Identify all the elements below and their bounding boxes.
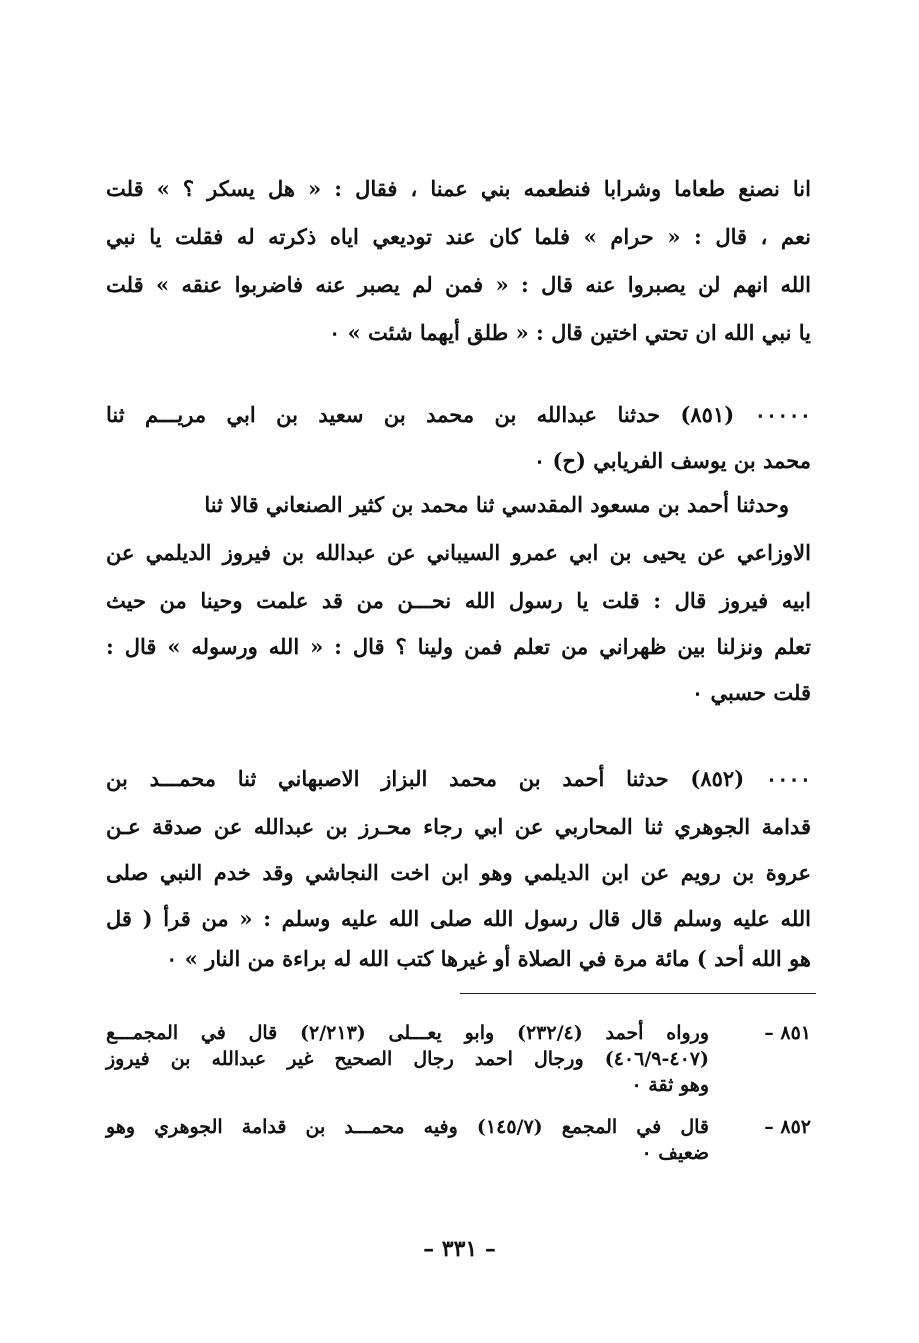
text-line: الاوزاعي عن يحيى بن ابي عمرو السيباني عن عبدالله بن فيروز الديلمي عن	[106, 540, 811, 565]
hadith-852-line: ٠٠٠٠ (٨٥٢) حدثنا أحمد بن محمد البزاز الاصبهاني ثنا محمـــد بن	[106, 766, 811, 791]
footnote-body	[106, 1114, 709, 1166]
hadith-852-line: الله عليه وسلم قال قال رسول الله صلى الله عليه وسلم : « من قرأ ( قل	[106, 906, 811, 931]
hadith-851-line: ٠٠٠٠٠ (٨٥١) حدثنا عبدالله بن محمد بن سعيد بن ابي مريـــم ثنا	[106, 402, 812, 427]
text-line: نعم ، قال : « حرام » فلما كان عند توديعي اياه ذكرته له فقلت يا نبي	[106, 224, 811, 249]
footnote-852	[106, 1114, 811, 1170]
footnote-line: قال في المجمع (١٤٥/٧) وفيه محمـــد بن قدامة الجوهري وهو	[106, 1116, 709, 1138]
footnote-divider	[460, 993, 816, 994]
text-line: ابيه فيروز قال : قلت يا رسول الله نحـــن من قد علمت وحينا من حيث	[106, 588, 811, 613]
footnote-line: (٤٠٧-٤٠٦/٩) ورجال احمد رجال الصحيح غير عبدالله بن فيروز	[106, 1048, 709, 1070]
hadith-851-line: محمد بن يوسف الفريابي (ح) ٠	[533, 448, 811, 473]
footnote-851	[106, 1020, 811, 1100]
footnote-line: ضعيف ٠	[641, 1142, 709, 1164]
footnote-number: ٨٥١ –	[764, 1022, 811, 1044]
text-line: تعلم ونزلنا بين ظهراني من تعلم فمن ولينا ؟ قال : « الله ورسوله » قال :	[106, 634, 811, 659]
page-number: – ٣٣١ –	[423, 1236, 496, 1262]
footnote-body	[106, 1020, 709, 1098]
hadith-852-line: قدامة الجوهري ثنا المحاربي عن ابي رجاء محـرز بن عبدالله عن صدقة عـن	[106, 814, 811, 839]
text-line: يا نبي الله ان تحتي اختين قال : « طلق أيهما شئت » ٠	[329, 320, 811, 345]
footnote-number: ٨٥٢ –	[764, 1116, 811, 1138]
footnote-line: ورواه أحمد (٢٣٢/٤) وابو يعـــلى (٢/٢١٣) قال في المجمـــع	[106, 1022, 709, 1044]
footnote-line: وهو ثقة ٠	[631, 1074, 709, 1096]
text-line: الله انهم لن يصبروا عنه قال : « فمن لم يصبر عنه فاضربوا عنقه » قلت	[106, 272, 811, 297]
hadith-852-line: عروة بن رويم عن ابن الديلمي وهو ابن اخت النجاشي وقد خدم النبي صلى	[106, 860, 811, 885]
text-line: وحدثنا أحمد بن مسعود المقدسي ثنا محمد بن كثير الصنعاني قالا ثنا	[204, 492, 789, 517]
text-line: قلت حسبي ٠	[691, 680, 811, 705]
text-line: انا نصنع طعاما وشرابا فنطعمه بني عمنا ، فقال : « هل يسكر ؟ » قلت	[106, 176, 811, 201]
hadith-852-line: هو الله أحد ) مائة مرة في الصلاة أو غيرها كتب الله له براءة من النار » ٠	[166, 946, 811, 971]
